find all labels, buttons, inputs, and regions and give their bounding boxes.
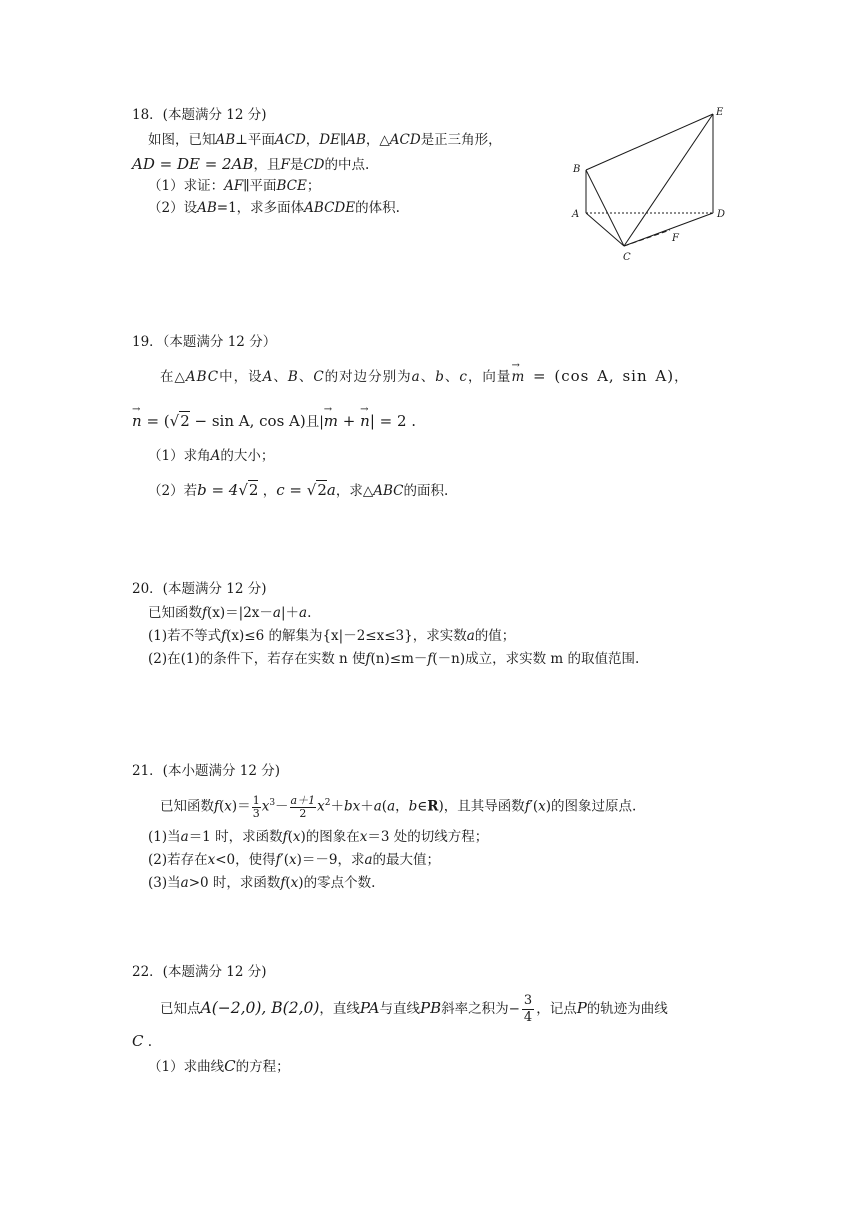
label-B: B — [573, 164, 581, 175]
label-C: C — [623, 252, 631, 263]
q22-line2: C . — [132, 1032, 153, 1050]
q20-heading: 20．(本题满分 12 分) — [132, 581, 267, 597]
q21-part3: (3)当a>0 时，求函数f(x)的零点个数. — [148, 875, 376, 891]
q18-intro: 如图，已知AB⊥平面ACD，DE∥AB，△ACD是正三角形， — [148, 132, 502, 148]
q21-part1: (1)当a＝1 时，求函数f(x)的图象在x＝3 处的切线方程； — [148, 829, 489, 845]
q21-frac-one-third: $\frac{1}{3}$ — [252, 793, 260, 820]
q21-part2: (2)若存在x<0，使得f′(x)＝－9，求a的最大值； — [148, 852, 441, 868]
q21-heading: 21．(本小题满分 12 分) — [132, 763, 280, 779]
polyhedron-figure — [560, 100, 740, 265]
q18-part2: （2）设AB=1，求多面体ABCDE的体积. — [148, 200, 400, 216]
q19-line2: → n = (√2 − sin A, cos A)且|→ m + → n| = 2 . — [132, 412, 416, 431]
q19-part1: （1）求角A的大小； — [148, 448, 275, 464]
q20-part2: (2)在(1)的条件下，若存在实数 n 使f(n)≤m－f(－n)成立，求实数 m 的取值范围. — [148, 651, 640, 667]
q22-frac-three-quarters: $\frac{3}{4}$ — [523, 993, 533, 1025]
q18-heading: 18．(本题满分 12 分) — [132, 107, 267, 123]
edge-AC — [586, 213, 624, 246]
q19-part2: （2）若b = 4√2 ，c = √2a，求△ABC的面积. — [148, 481, 449, 499]
q19-heading: 19．（本题满分 12 分） — [132, 334, 277, 350]
edge-DC — [624, 213, 713, 246]
q20-part1: (1)若不等式f(x)≤6 的解集为{x|－2≤x≤3}，求实数a的值； — [148, 628, 516, 644]
q18-part1: （1）求证：AF∥平面BCE； — [148, 178, 321, 194]
q22-line1: 已知点A(−2,0), B(2,0)，直线PA与直线PB斜率之积为− $\frac{3}{4}$ ，记点P的轨迹为曲线 — [160, 993, 668, 1025]
q22-heading: 22．(本题满分 12 分) — [132, 964, 267, 980]
label-D: D — [717, 209, 726, 220]
label-A: A — [572, 209, 580, 220]
q18-equation-line: AD = DE = 2AB，且F是CD的中点. — [132, 155, 370, 173]
label-E: E — [716, 107, 724, 118]
q19-line1: 在△ABC中，设A、B、C的对边分别为a、b、c，向量→ m = (cos A, sin A)， — [160, 367, 689, 386]
q21-frac-a-plus-1-over-2: $\frac{a+1}{2}$ — [290, 793, 316, 820]
q20-line1: 已知函数f(x)＝|2x－a|＋a. — [148, 605, 312, 621]
label-F: F — [672, 233, 679, 244]
q22-part1: （1）求曲线C的方程； — [148, 1057, 290, 1075]
q21-line1: 已知函数f(x)＝ $\frac{1}{3}$ $x^3-$ $\frac{a+1}{2}$ $x^2+bx+a(a$，b∈R)，且其导函数f′(x)的图象过原点. — [160, 793, 637, 820]
edge-BC — [586, 170, 624, 246]
